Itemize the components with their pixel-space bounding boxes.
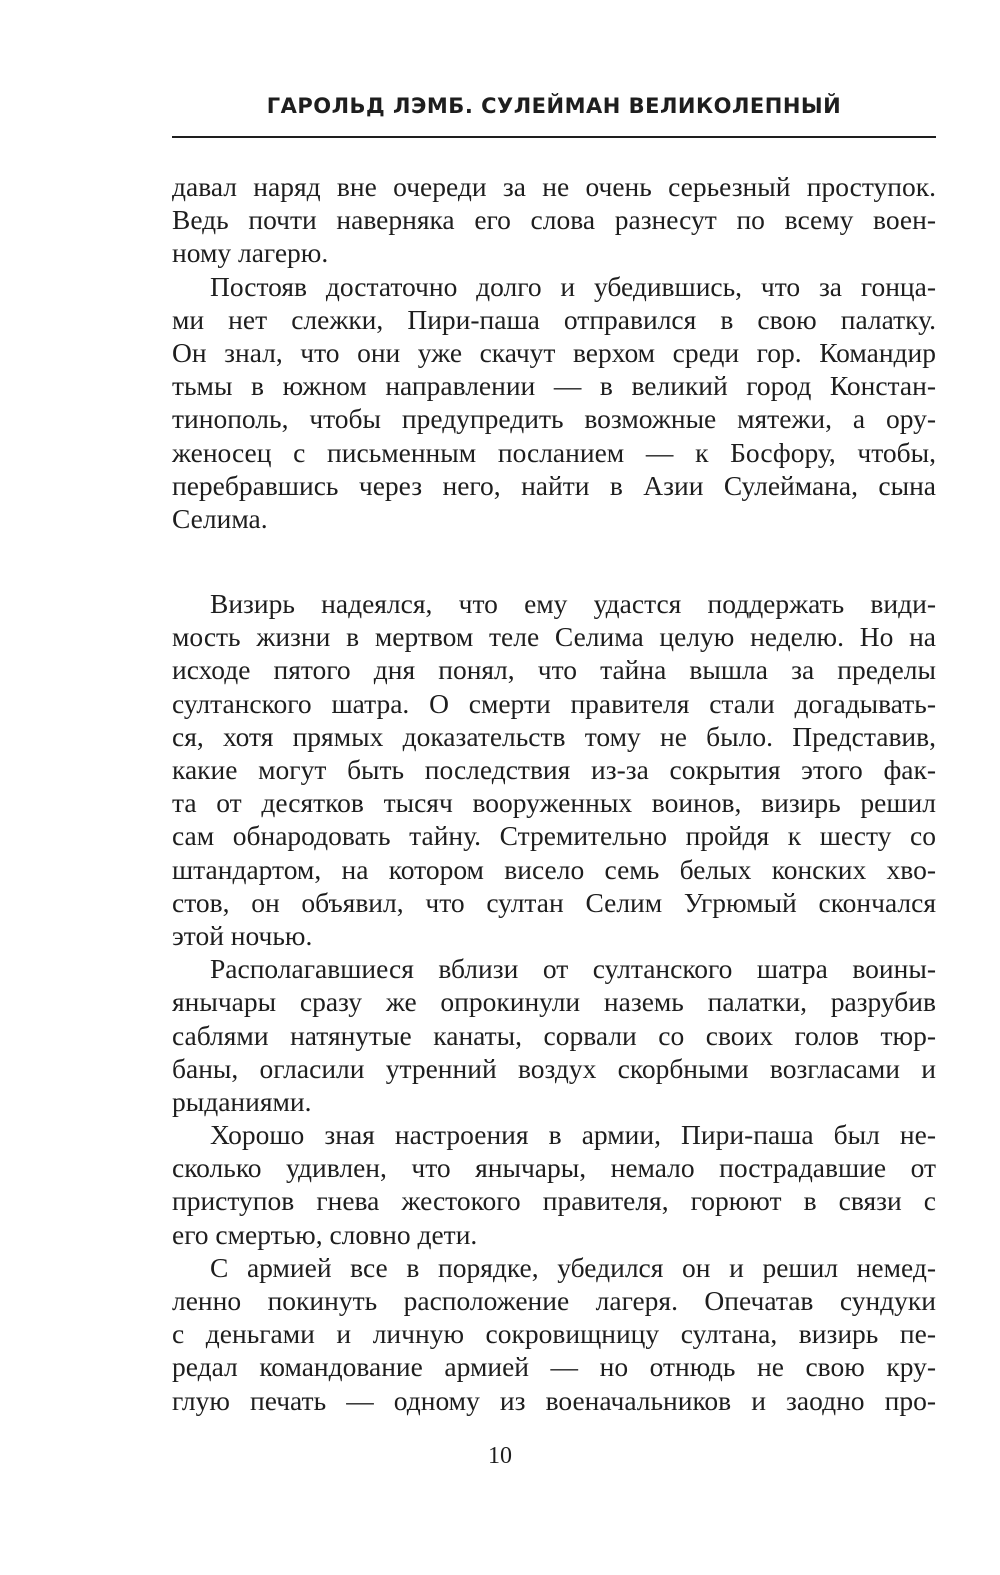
paragraph-1 [172, 170, 936, 270]
text-line: султанского шатра. О смерти правителя стали догадывать- [172, 687, 936, 719]
text-line: та от десятков тысяч вооруженных воинов, визирь решил [172, 787, 936, 819]
text-line: ми нет слежки, Пири-паша отправился в свою палатку. [172, 303, 936, 335]
text-line: Постояв достаточно долго и убедившись, что за гонца- [210, 270, 936, 302]
text-line: с деньгами и личную сокровищницу султана, визирь пе- [172, 1318, 936, 1350]
text-line: Располагавшиеся вблизи от султанского шатра воины- [210, 953, 936, 985]
text-line: саблями натянутые канаты, сорвали со своих голов тюр- [172, 1019, 936, 1051]
text-line: сколько удивлен, что янычары, немало пострадавшие от [172, 1152, 936, 1184]
text-line: Он знал, что они уже скачут верхом среди гор. Командир [172, 336, 936, 368]
paragraph-3 [172, 587, 936, 952]
paragraph-2 [172, 270, 936, 536]
text-line: С армией все в порядке, убедился он и решил немед- [210, 1251, 936, 1283]
text-line: какие могут быть последствия из-за сокрытия этого фак- [172, 754, 936, 785]
text-line: перебравшись через него, найти в Азии Сулеймана, сына [172, 469, 936, 501]
text-line: ленно покинуть расположение лагеря. Опечатав сундуки [172, 1285, 936, 1316]
page-body [172, 170, 936, 1417]
book-title-header: ГАРОЛЬД ЛЭМБ. СУЛЕЙМАН ВЕЛИКОЛЕПНЫЙ [266, 94, 842, 118]
text-line: мость жизни в мертвом теле Селима целую неделю. Но на [172, 621, 936, 653]
text-line: Хорошо зная настроения в армии, Пири-паша был не- [210, 1119, 936, 1151]
paragraph-4 [172, 952, 936, 1118]
text-line: стов, он объявил, что султан Селим Угрюмый скончался [172, 886, 936, 918]
paragraph-5 [172, 1118, 936, 1251]
text-line: тинополь, чтобы предупредить возможные мятежи, а ору- [172, 403, 936, 435]
text-line: ся, хотя прямых доказательств тому не было. Представив, [172, 720, 936, 752]
text-line: его смертью, словно дети. [172, 1218, 478, 1250]
text-line: исходе пятого дня понял, что тайна вышла за пределы [172, 654, 936, 686]
text-line: ному лагерю. [172, 237, 329, 269]
page-number: 10 [488, 1443, 512, 1469]
text-line: глую печать — одному из военачальников и заодно про- [172, 1384, 936, 1416]
text-line: давал наряд вне очереди за не очень серьезный проступок. [172, 171, 936, 202]
text-line: Визирь надеялся, что ему удастся поддержать види- [210, 588, 936, 620]
text-line: редал командование армией — но отнюдь не свою кру- [172, 1351, 936, 1383]
section-break [172, 535, 936, 587]
text-line: рыданиями. [172, 1085, 312, 1117]
text-line: тьмы в южном направлении — в великий город Констан- [172, 370, 936, 402]
text-line: сам обнародовать тайну. Стремительно пройдя к шесту со [172, 820, 936, 852]
text-line: Селима. [172, 502, 268, 534]
paragraph-6 [172, 1251, 936, 1417]
text-line: приступов гнева жестокого правителя, горюют в связи с [172, 1185, 936, 1217]
text-line: янычары сразу же опрокинули наземь палатки, разрубив [172, 986, 936, 1018]
text-line: Ведь почти наверняка его слова разнесут по всему воен- [172, 204, 936, 236]
text-line: штандартом, на котором висело семь белых конских хво- [172, 853, 936, 885]
running-header [172, 78, 936, 138]
text-line: баны, огласили утренний воздух скорбными возгласами и [172, 1052, 936, 1084]
text-line: этой ночью. [172, 919, 313, 951]
text-line: женосец с письменным посланием — к Босфору, чтобы, [172, 436, 936, 468]
